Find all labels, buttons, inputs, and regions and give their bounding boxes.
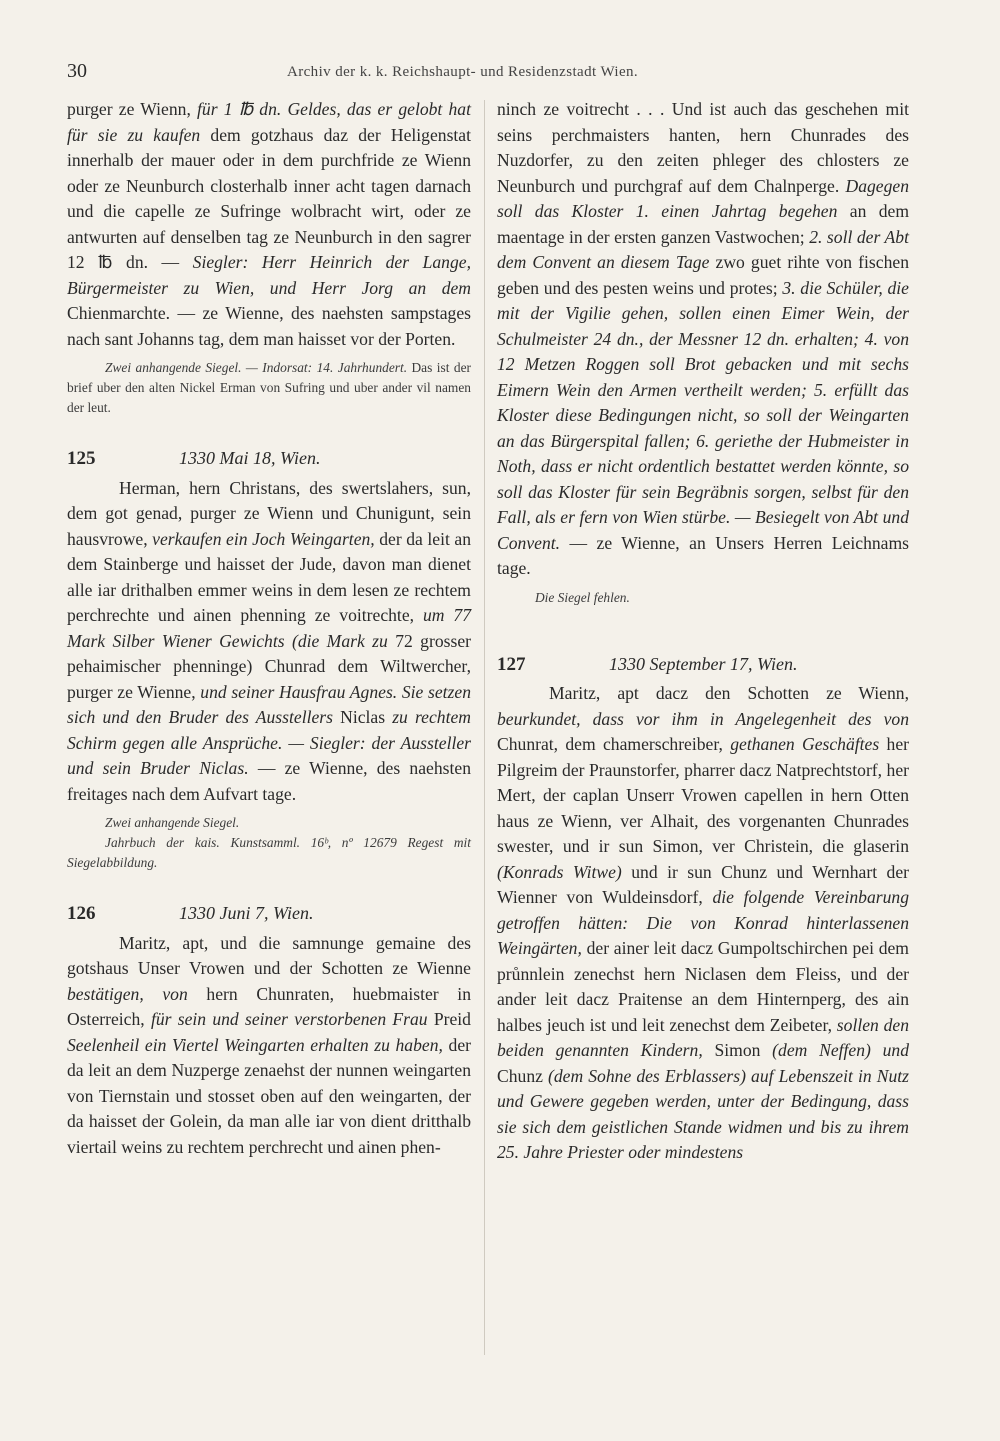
entry-number: 127: [497, 653, 526, 675]
text-run: her Pilgreim der Praunstorfer, pharrer dacz Natprechtstorf, her Mert, der caplan Unserr Vrowen capellen in hern Otten haus ze Wienn, ver Alhait, des vorgenanten Chunrades swester, und ir sun Simon, ver Christein, die glaserin: [497, 734, 909, 856]
italic-run: Seelenheil ein Viertel Weingarten erhalten zu haben,: [67, 1034, 443, 1055]
entry-126-text: [67, 931, 471, 1161]
italic-run: 2. soll der Abt dem Convent an diesem Tage: [497, 226, 909, 272]
entry-date: 1330 Mai 18, Wien.: [179, 448, 321, 468]
text-run: Chunz: [497, 1065, 549, 1086]
text-run: — ze Wienne, des naehsten freitages nach dem Aufvart tage.: [67, 758, 471, 804]
text-run: Das ist der brief uber den alten Nickel Erman von Sufring und uber ander vil namen der leut.: [67, 360, 471, 415]
text-run: hern Chunraten, huebmaister in Osterreich,: [67, 983, 471, 1029]
italic-run: für sein und seiner verstorbenen Frau: [150, 1009, 428, 1029]
text-run: — ze Wienne, an Unsers Herren Leichnams tage.: [497, 532, 909, 578]
entry-126-continuation: [497, 97, 909, 582]
entry-date: 1330 Juni 7, Wien.: [179, 903, 314, 923]
right-column: [497, 97, 909, 1166]
italic-run: für 1 ℔ dn. Geldes, das er gelobt hat für sie zu kaufen: [67, 99, 471, 145]
italic-run: die folgende Vereinbarung getroffen hätten: Die von Konrad hinterlassenen Weingärten,: [497, 887, 910, 958]
entry-127-heading: [497, 652, 909, 678]
column-divider: [484, 100, 485, 1355]
italic-run: beurkundet, dass vor ihm in Angelegenheit des von: [497, 708, 909, 729]
text-run: Niclas: [332, 707, 393, 727]
text-run: Chienmarchte. — ze Wienne, des naehsten sampstages nach sant Johanns tag, dem man haisset vor der Porten.: [67, 303, 471, 349]
italic-run: Die Siegel fehlen.: [535, 589, 630, 605]
italic-run: Zwei anhangende Siegel. — Indorsat: 14. Jahrhundert.: [105, 360, 408, 375]
text-run: der da leit an dem Stainberge und haisset der Jude, davon man dienet alle iar drithalben emmer weins in dem lesen ze rechtem perchrechte und ainen phenning ze voitrechte,: [67, 528, 471, 625]
entry-125-text: [67, 476, 471, 808]
italic-run: sollen den beiden genannten Kindern,: [497, 1014, 909, 1060]
entry-125-note-reference: [67, 833, 471, 873]
italic-run: Zwei anhangende Siegel.: [105, 815, 240, 830]
entry-124-continuation: [67, 97, 471, 352]
italic-run: und seiner Hausfrau Agnes. Sie setzen sich und den Bruder des Ausstellers: [67, 681, 472, 727]
entry-number: 125: [67, 448, 96, 469]
text-run: purger ze Wienn,: [67, 99, 198, 119]
text-run: Maritz, apt dacz den Schotten ze Wienn,: [549, 683, 909, 703]
text-run: Simon: [702, 1040, 773, 1060]
text-run: der ainer leit dacz Gumpoltschirchen pei dem průnnlein zenechst hern Niclasen dem Fleiss, und der ander leit dacz Praitense an dem Hinternperg, des ain halbes jeuch ist und leit zenechst dem Zeibeter,: [497, 938, 909, 1035]
italic-run: gethanen Geschäftes: [730, 734, 880, 754]
italic-run: Jahrbuch der kais. Kunstsamml. 16ᵇ, nº 12679 Regest mit Siegelabbildung.: [67, 835, 471, 870]
text-run: Maritz, apt, und die samnunge gemaine des gotshaus Unser Vrowen und der Schotten ze Wienne: [67, 932, 471, 978]
entry-124-seal-note: [67, 358, 471, 418]
page-number: 30: [67, 60, 87, 82]
italic-run: (Konrads Witwe): [497, 861, 622, 882]
italic-run: Siegler: Herr Heinrich der Lange, Bürgermeister zu Wien, und Herr Jorg an dem: [67, 252, 471, 298]
text-run: Preid: [427, 1009, 471, 1029]
italic-run: um 77 Mark Silber Wiener Gewichts (die Mark zu: [67, 605, 471, 651]
entry-127-text: [497, 681, 909, 1166]
text-run: der da leit an dem Nuzperge zenaehst der nunnen weingarten von Tiernstain und stosset oben auf den weingarten, der da haisset der Golein, da man alle iar von dient dritthalb viertail weins zu rechtem perchrecht und ainen phen-: [67, 1034, 471, 1157]
running-title: Archiv der k. k. Reichshaupt- und Residenzstadt Wien.: [287, 64, 639, 80]
italic-run: Dagegen soll das Kloster 1. einen Jahrtag begehen: [497, 175, 909, 221]
italic-run: bestätigen, von: [67, 983, 188, 1004]
page-header: [67, 52, 940, 92]
text-run: ninch ze voitrecht . . . Und ist auch das geschehen mit seins perchmaisters hanten, hern Chunrades des Nuzdorfer, zu den zeiten phleger des chlosters ze Neunburch und purchgraf auf dem Chalnperge.: [497, 99, 909, 196]
left-column: [67, 97, 471, 1160]
text-run: an dem maentage in der ersten ganzen Vastwochen;: [497, 201, 909, 247]
italic-run: zu rechtem Schirm gegen alle Ansprüche. — Siegler: der Aussteller und sein Bruder Niclas.: [67, 707, 471, 778]
entry-126-seal-note: [497, 588, 909, 608]
italic-run: 3. die Schüler, die mit der Vigilie gehen, sollen einen Eimer Wein, der Schulmeister 24 dn., der Messner 12 dn. erhalten; 4. von 12 Metzen Roggen soll Brot gebacken und mit sechs Eimern Wein den Armen vertheilt werden; 5. erfüllt das Kloster diese Bedingungen nicht, so soll der Weingarten an das Bürgerspital fallen; 6. geriethe der Hubmeister in Noth, dass er nicht ordentlich bestattet werden könnte, so soll das Kloster für sein Begräbnis sorgen, selbst für den Fall, als er fern von Wien stürbe. — Besiegelt von Abt und Convent.: [497, 277, 909, 553]
entry-number: 126: [67, 903, 96, 924]
italic-run: (dem Neffen) und: [772, 1040, 909, 1060]
text-run: Chunrat, dem chamerschreiber,: [497, 734, 731, 754]
text-run: Herman, hern Christans, des swertslahers, sun, dem got genad, purger ze Wienn und Chunigunt, sein hausvrowe,: [67, 477, 471, 549]
entry-date: 1330 September 17, Wien.: [609, 653, 798, 674]
text-run: und ir sun Chunz und Wernhart der Wienner von Wuldeinsdorf,: [497, 861, 909, 907]
entry-126-heading: [67, 901, 471, 927]
italic-run: (dem Sohne des Erblassers) auf Lebenszeit in Nutz und Gewere gegeben werden, unter der Bedingung, dass sie sich dem geistlichen Stande widmen und bis zu ihrem 25. Jahre Priester oder mindestens: [497, 1065, 909, 1162]
text-run: dem gotzhaus daz der Heligenstat innerhalb der mauer oder in dem purchfride ze Wienn oder ze Neunburch closterhalb inner acht tagen darnach und die capelle ze Sufringe wolbracht wirt, oder ze antwurten auf denselben tag ze Neunburch in den sagrer 12 ℔ dn. —: [67, 124, 471, 272]
entry-125-note-seals: [67, 813, 471, 833]
italic-run: verkaufen ein Joch Weingarten,: [152, 528, 375, 549]
text-run: zwo guet rihte von fischen geben und des pesten weins und protes;: [497, 252, 909, 298]
entry-125-heading: [67, 446, 471, 472]
text-run: 72 grosser pehaimischer phenninge) Chunrad dem Wiltwercher, purger ze Wienne,: [67, 630, 471, 702]
